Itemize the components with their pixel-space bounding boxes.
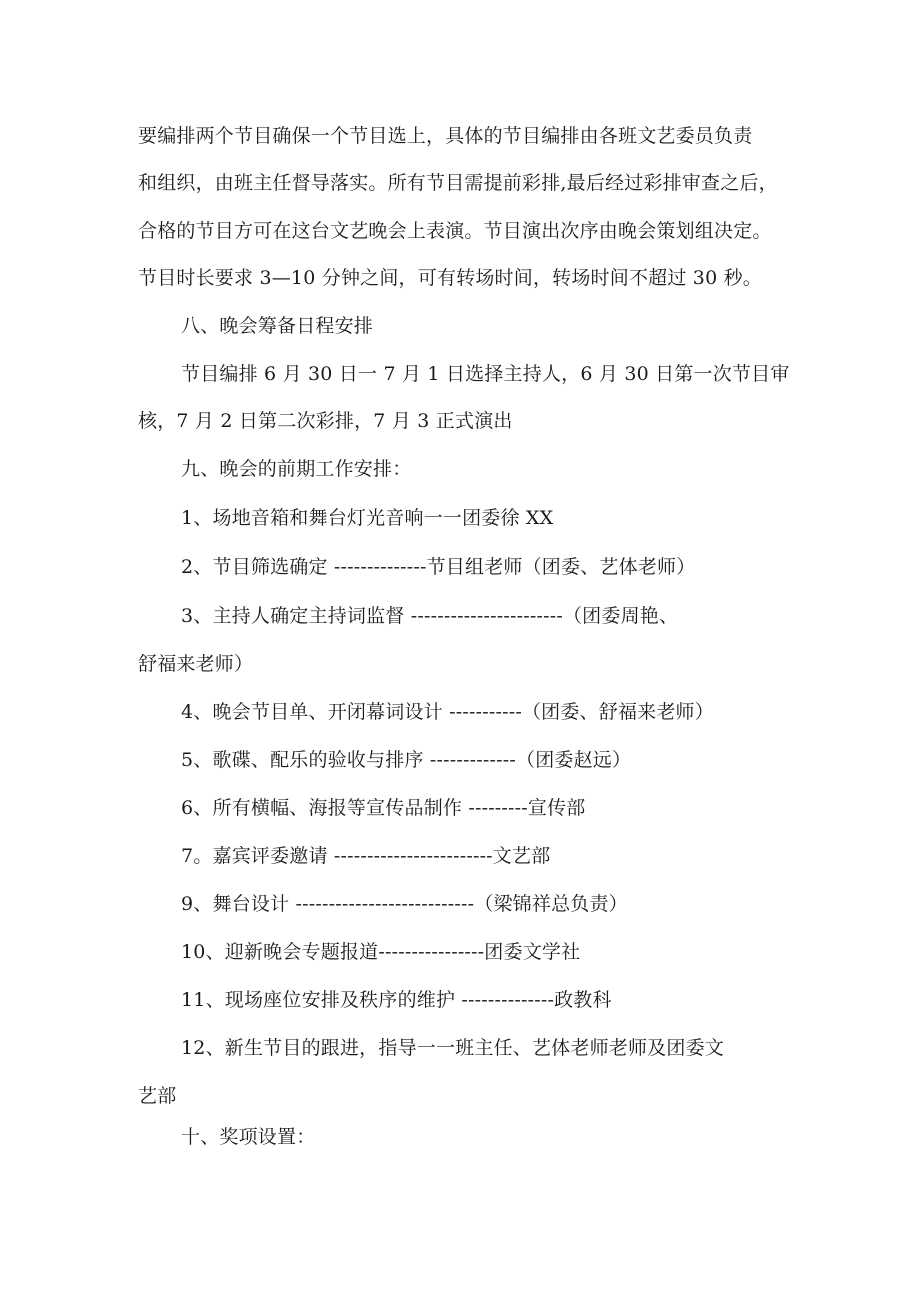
list-item-continuation: 舒福来老师） [138,653,254,675]
paragraph-line: 合格的节目方可在这台文艺晚会上表演。节目演出次序由晚会策划组决定。 [138,220,772,242]
list-item: 7。嘉宾评委邀请 ------------------------文艺部 [181,845,551,867]
list-item: 5、歌碟、配乐的验收与排序 -------------（团委赵远） [181,749,632,771]
paragraph-line: 核，7 月 2 日第二次彩排，7 月 3 正式演出 [138,410,513,432]
list-item-continuation: 艺部 [138,1085,177,1107]
paragraph-line: 和组织，由班主任督导落实。所有节目需提前彩排,最后经过彩排审查之后， [138,172,778,194]
list-item: 2、节目筛选确定 --------------节目组老师（团委、艺体老师） [181,556,696,578]
section-heading-9: 九、晚会的前期工作安排： [181,458,412,480]
list-item: 10、迎新晚会专题报道----------------团委文学社 [181,941,581,963]
list-item: 9、舞台设计 ---------------------------（梁锦祥总负责） [181,893,628,915]
paragraph-line: 节目时长要求 3—10 分钟之间，可有转场时间，转场时间不超过 30 秒。 [138,267,763,289]
section-heading-10: 十、奖项设置： [181,1126,316,1148]
list-item: 6、所有横幅、海报等宣传品制作 ---------宣传部 [181,797,586,819]
paragraph-line: 要编排两个节目确保一个节目选上，具体的节目编排由各班文艺委员负责 [138,125,753,147]
list-item: 1、场地音箱和舞台灯光音响一一团委徐 XX [181,507,554,529]
section-heading-8: 八、晚会筹备日程安排 [181,315,374,337]
paragraph-line: 节目编排 6 月 30 日一 7 月 1 日选择主持人，6 月 30 日第一次节目审 [181,363,790,385]
list-item: 11、现场座位安排及秩序的维护 --------------政教科 [181,989,612,1011]
list-item: 4、晚会节目单、开闭幕词设计 -----------（团委、舒福来老师） [181,701,714,723]
list-item: 3、主持人确定主持词监督 -----------------------（团委周艳、 [181,605,679,627]
list-item: 12、新生节目的跟进，指导一一班主任、艺体老师老师及团委文 [181,1037,724,1059]
